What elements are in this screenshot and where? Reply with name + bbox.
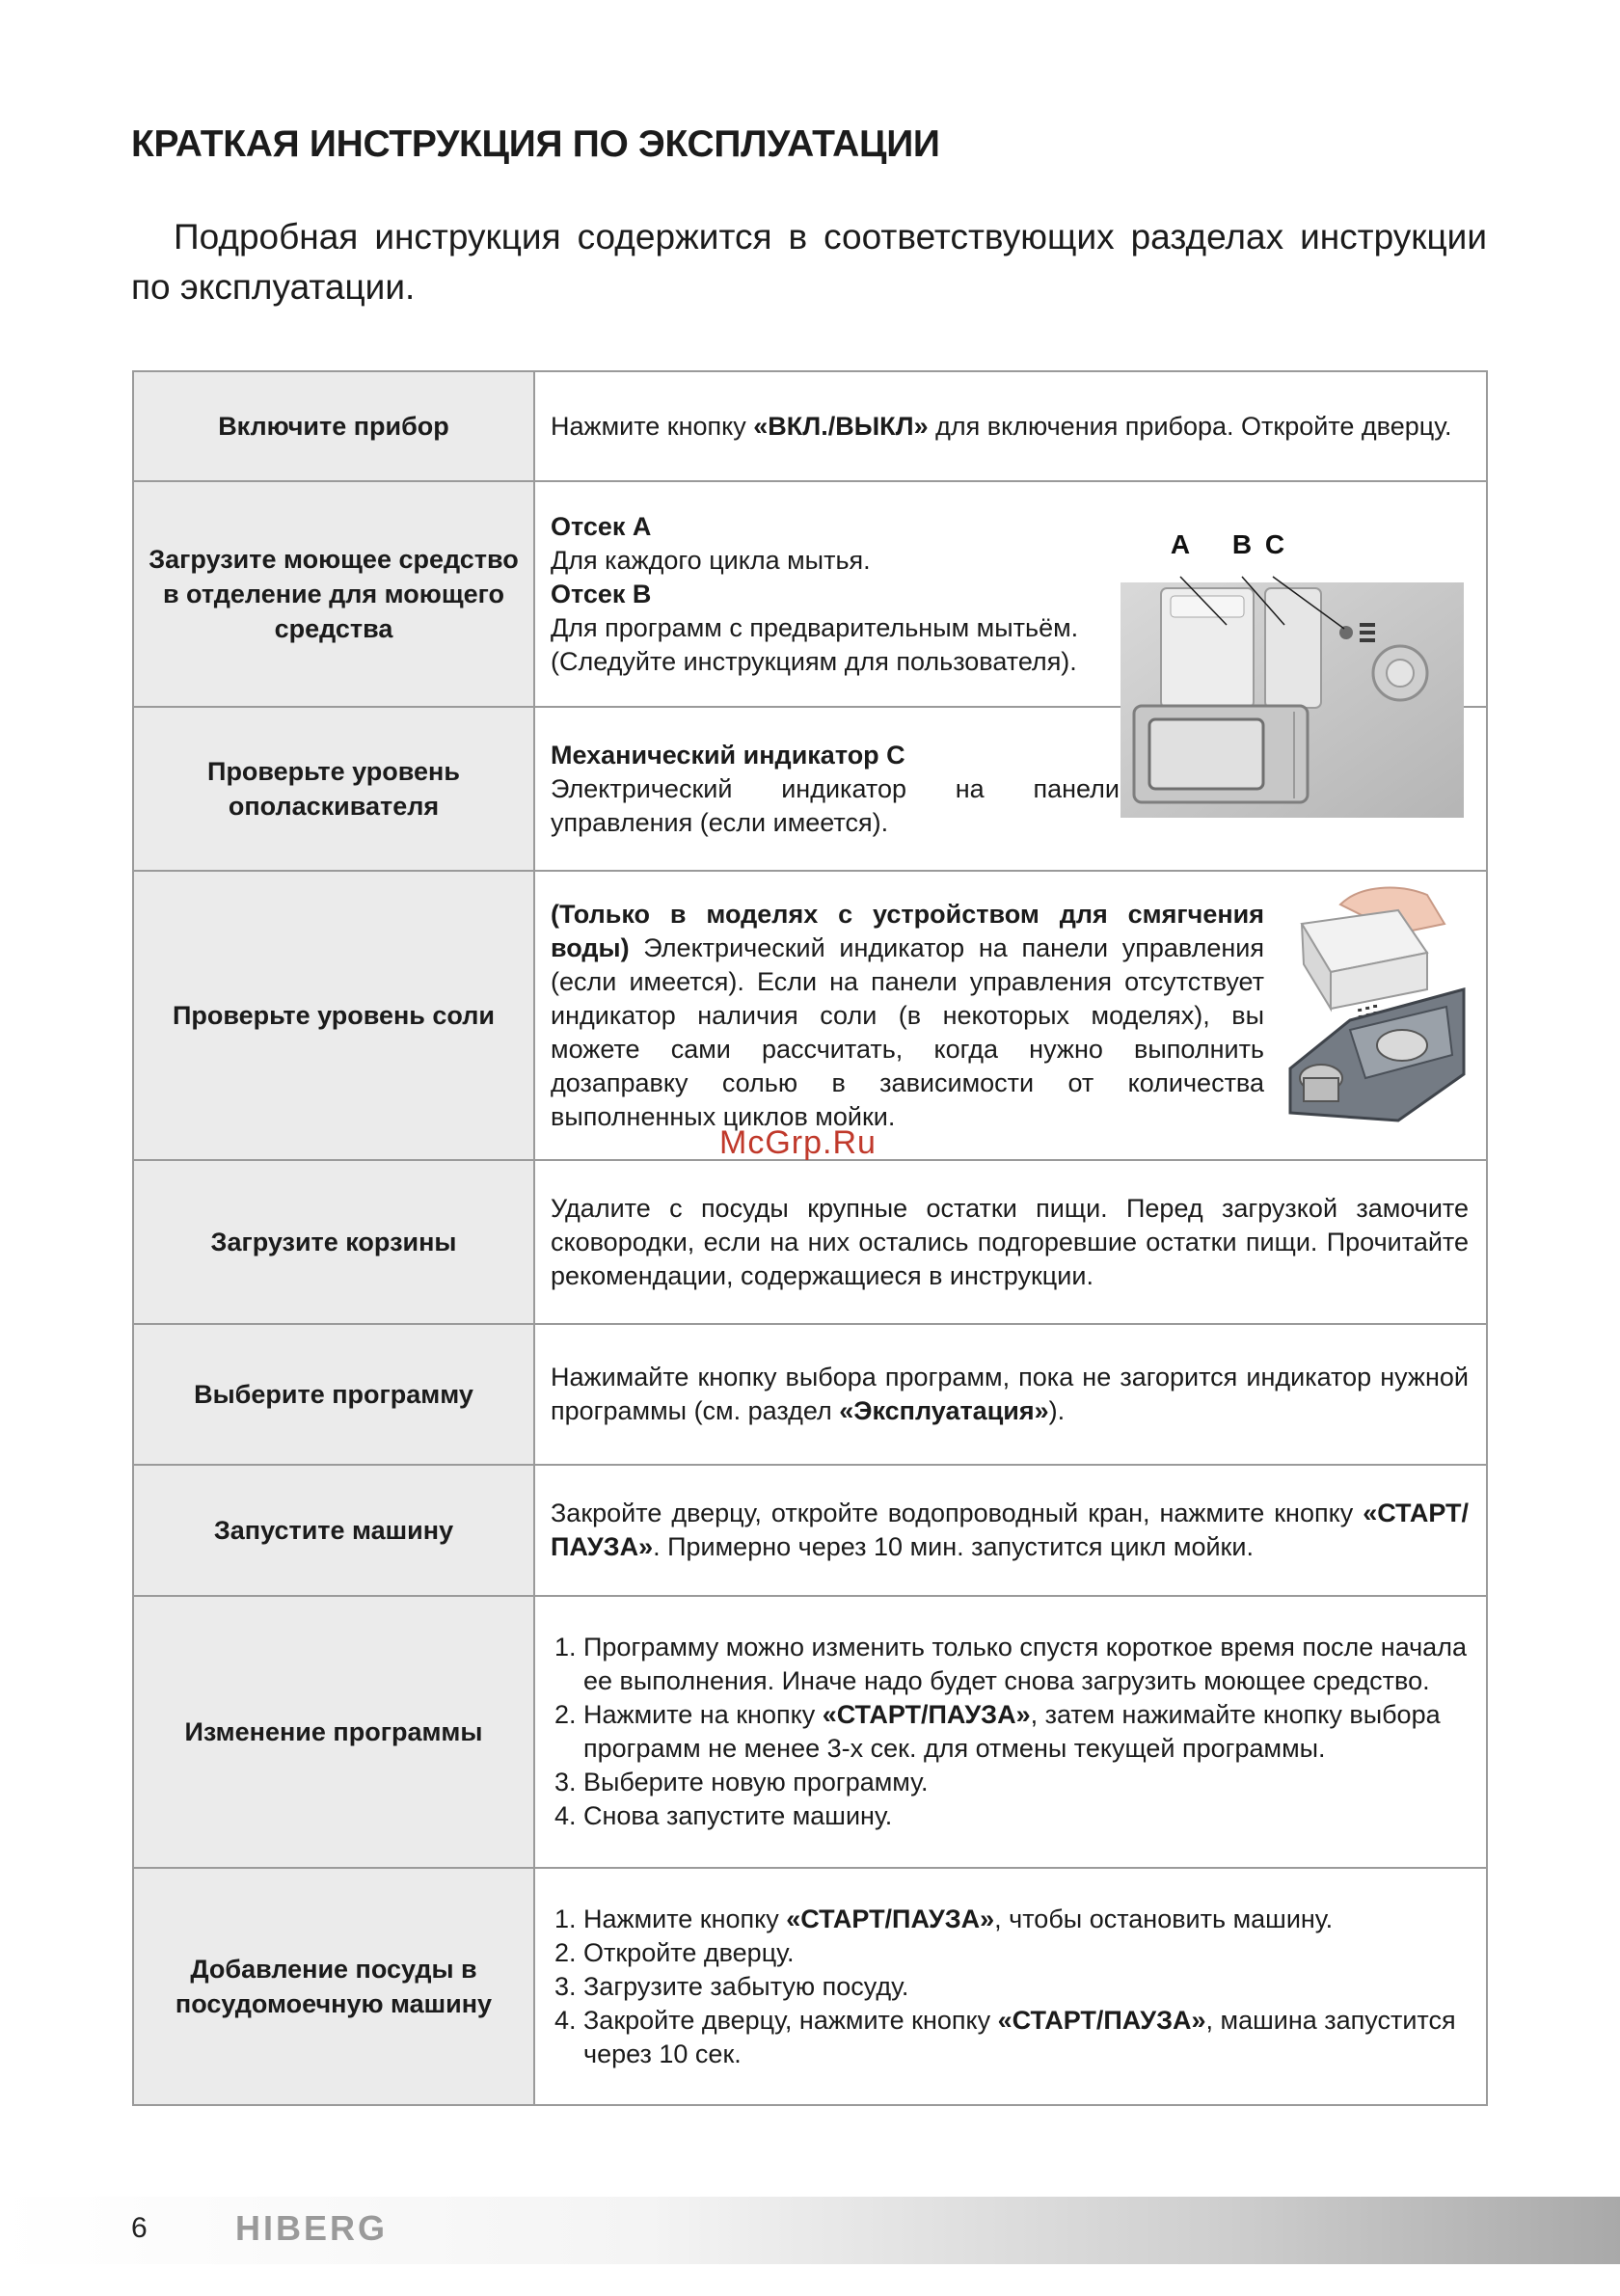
row-label-rinse: Проверьте уровень ополаскивателя	[133, 707, 534, 871]
rinse-indicator-heading: Механический индикатор С	[551, 740, 905, 770]
dispenser-diagram	[1120, 528, 1464, 818]
list-item: 3. Выберите новую программу.	[583, 1766, 1469, 1799]
compartment-b-heading: Отсек В	[551, 579, 652, 608]
compartment-a-heading: Отсек А	[551, 511, 652, 541]
row-text-baskets: Удалите с посуды крупные остатки пищи. Перед загрузкой замочите сковородки, если на них остались подгоревшие остатки пищи. Прочитайте рекомендации, содержащиеся в инструкции.	[534, 1160, 1487, 1324]
intro-paragraph: Подробная инструкция содержится в соответствующих разделах инструкции по эксплуатации.	[131, 217, 1487, 307]
label-c: C	[1264, 529, 1285, 559]
row-label-add: Добавление посуды в посудомоечную машину	[133, 1868, 534, 2105]
watermark: McGrp.Ru	[719, 1124, 877, 1161]
list-item: 4. Снова запустите машину.	[583, 1799, 1469, 1833]
salt-filling-illustration	[1282, 885, 1466, 1128]
row-label-detergent: Загрузите моющее средство в отделение для моющего средства	[133, 481, 534, 707]
list-item: 1. Программу можно изменить только спустя короткое время после начала ее выполнения. Иначе надо будет снова загрузить моющее средство.	[583, 1631, 1469, 1698]
table-row	[133, 1868, 1487, 2105]
list-item: 2. Нажмите на кнопку «СТАРТ/ПАУЗА», затем нажимайте кнопку выбора программ не менее 3-х сек. для отмены текущей программы.	[583, 1698, 1469, 1766]
label-a: A	[1170, 529, 1191, 559]
rinse-indicator-text: Электрический индикатор на панели управления (если имеется).	[551, 773, 1120, 837]
list-item: 3. Загрузите забытую посуду.	[583, 1970, 1469, 2004]
row-label-change: Изменение программы	[133, 1596, 534, 1868]
row-text-start: Закройте дверцу, откройте водопроводный кран, нажмите кнопку «СТАРТ/ПАУЗА». Примерно через 10 мин. запустится цикл мойки.	[534, 1465, 1487, 1596]
change-steps-list	[551, 1631, 1469, 1833]
row-text-change	[534, 1596, 1487, 1868]
table-row	[133, 1596, 1487, 1868]
compartment-b-text: Для программ с предварительным мытьём. (Следуйте инструкциям для пользователя).	[551, 612, 1079, 676]
table-row	[133, 1160, 1487, 1324]
row-text-add	[534, 1868, 1487, 2105]
compartment-a-text: Для каждого цикла мытья.	[551, 545, 871, 575]
row-label-power: Включите прибор	[133, 371, 534, 481]
list-item: 4. Закройте дверцу, нажмите кнопку «СТАРТ/ПАУЗА», машина запустится через 10 сек.	[583, 2004, 1469, 2071]
row-label-start: Запустите машину	[133, 1465, 534, 1596]
table-row	[133, 1324, 1487, 1465]
list-item: 1. Нажмите кнопку «СТАРТ/ПАУЗА», чтобы остановить машину.	[583, 1903, 1469, 1936]
label-b: B	[1231, 529, 1253, 559]
row-label-baskets: Загрузите корзины	[133, 1160, 534, 1324]
table-row	[133, 1465, 1487, 1596]
table-row	[133, 371, 1487, 481]
row-text-power: Нажмите кнопку «ВКЛ./ВЫКЛ» для включения прибора. Откройте дверцу.	[534, 371, 1487, 481]
row-label-program: Выберите программу	[133, 1324, 534, 1465]
add-steps-list	[551, 1903, 1469, 2071]
page-title: КРАТКАЯ ИНСТРУКЦИЯ ПО ЭКСПЛУАТАЦИИ	[131, 123, 940, 165]
row-text-program: Нажимайте кнопку выбора программ, пока не загорится индикатор нужной программы (см. раздел «Эксплуатация»).	[534, 1324, 1487, 1465]
page-number: 6	[131, 2212, 148, 2244]
row-label-salt: Проверьте уровень соли	[133, 871, 534, 1160]
row-text-salt: (Только в моделях с устройством для смягчения воды) Электрический индикатор на панели управления (если имеется). Если на панели управления отсутствует индикатор наличия соли (в некоторых моделях), вы можете сами рассчитать, когда нужно выполнить дозаправку солью в зависимости от количества выполненных циклов мойки.	[534, 871, 1487, 1160]
list-item: 2. Откройте дверцу.	[583, 1936, 1469, 1970]
brand-logo: HIBERG	[235, 2208, 389, 2248]
